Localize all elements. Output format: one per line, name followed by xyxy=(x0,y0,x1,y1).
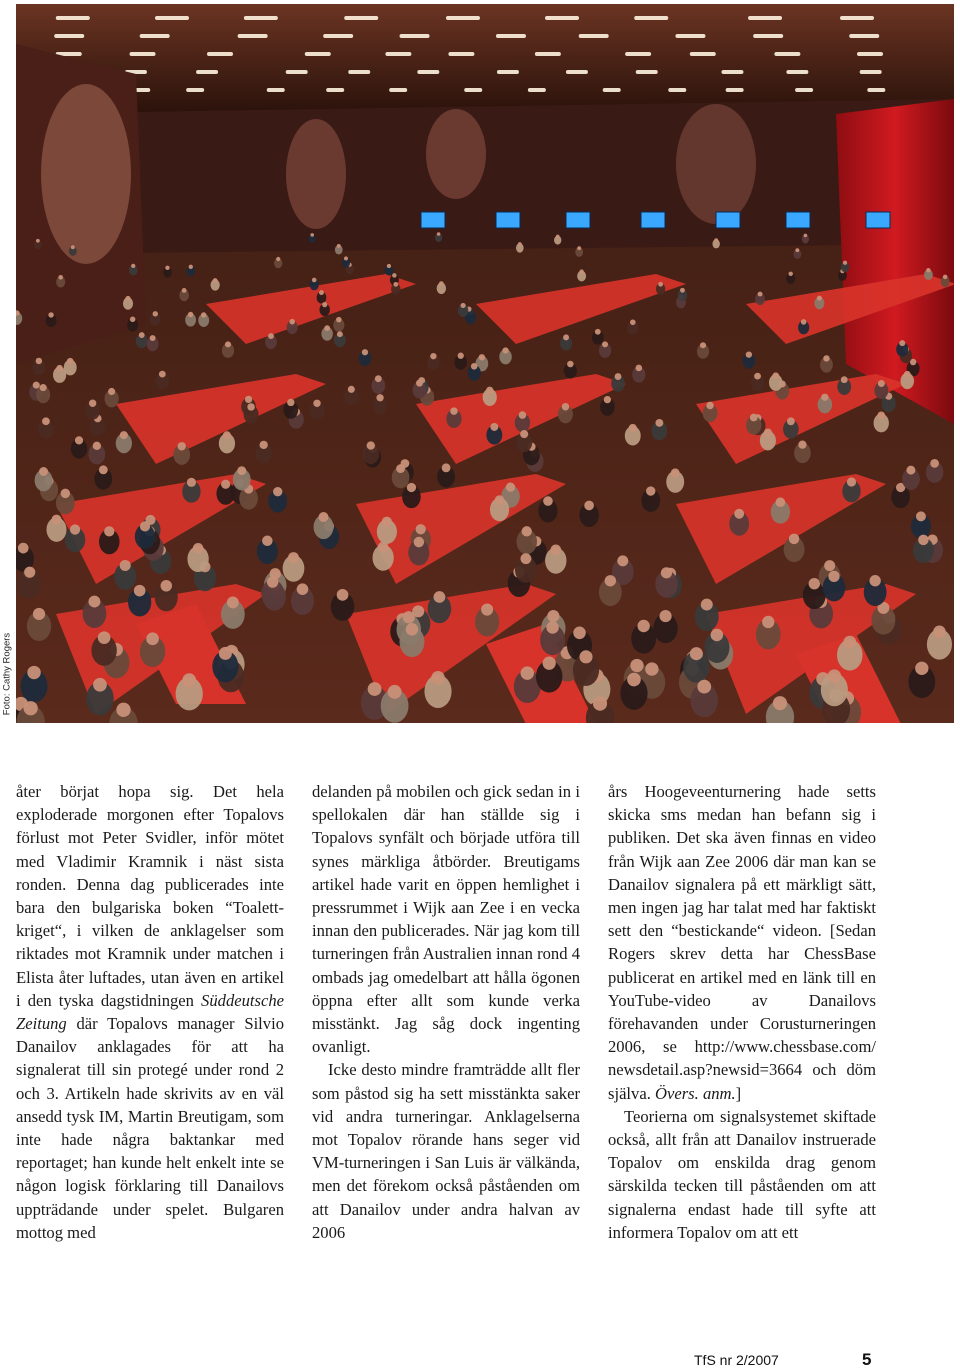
tournament-hall-photo xyxy=(16,4,954,723)
translator-note: Övers. anm. xyxy=(655,1083,736,1103)
paragraph: Icke desto mindre framträdde allt fler som påstod sig ha sett misstänkta saker vid andra turneringar. Anklagelserna mot Topalov rörande hans seger vid VM-turneringen i San Luis är välkända, men det förekom också påståenden om att Danailov under andra halvan av 2006 xyxy=(312,1060,580,1242)
text-run: ] xyxy=(735,1083,742,1103)
photo-illustration xyxy=(16,4,954,723)
paragraph: Teorierna om signalsystemet skiftade också, allt från att Danailov instruerade Topalov om enskilda drag genom särskilda tecken till påståenden om att signalerna endast hade till syfte att informera Topalov om att ett xyxy=(608,1106,876,1242)
paragraph xyxy=(608,780,876,1105)
paragraph: delanden på mobilen och gick sedan in i spellokalen där han ställde sig i Topalovs synfält och började utföra till synes märkliga åtbörder. Breutigams artikel hade varit en öppen hemlighet i pressrummet i Wijk aan Zee i en vecka innan den publicerades. När jag kom till turneringen från Australien innan rond 4 ombads jag omedelbart att hålla ögonen öppna efter allt som kunde verka misstänkt. Jag såg dock ingenting ovanligt. xyxy=(312,782,580,1057)
photo-credit xyxy=(0,624,14,724)
article-column-3 xyxy=(608,780,876,1244)
newspaper-name: Süddeutsche Zeitung xyxy=(16,990,284,1034)
back-wall xyxy=(16,99,954,254)
magazine-issue: TfS nr 2/2007 xyxy=(694,1352,779,1368)
ceiling xyxy=(16,4,954,114)
page-number: 5 xyxy=(862,1350,872,1369)
article-column-1 xyxy=(16,780,284,1244)
page-footer xyxy=(0,1348,960,1370)
text-run: års Hoogeveenturnering hade setts skicka sms medan han befann sig i publiken. Det ska även finnas en video från Wijk aan Zee 2006 där man kan se Danailov signalera på ett märkligt sätt, men ingen jag har talat med har faktiskt sett den “bestickande“ videon. [Sedan Rogers skrev detta har ChessBase publicerat en artikel med en länk till en YouTube-video av Danailovs förehavanden under Corusturneringen 2006, se http://www.chessbase.com/ newsdetail.asp?newsid=3664 och döm själva. xyxy=(608,782,876,1103)
paragraph xyxy=(16,780,284,1244)
photo-credit-text: Foto: Cathy Rogers xyxy=(1,632,13,716)
text-run: åter börjat hopa sig. Det hela exploderade morgonen efter Topalovs förlust mot Peter Svidler, inför mötet med Vladimir Kramnik i näst sista ronden. Denna dag publicerades inte bara den bulgariska boken “Toalettkriget“, i vilken de anklagelser som riktades mot Kramnik under matchen i Elista åter luftades, utan även en artikel i den tyska dagstidningen xyxy=(16,782,284,1010)
text-run: där Topalovs manager Silvio Danailov anklagades för att ha signalerat till sin protegé under rond 2 och 3. Artikeln hade skrivits av en väl ansedd tysk IM, Martin Breutigam, som inte hade några baktankar med reportaget; han kunde helt enkelt inte se någon logisk förklaring till Danailovs uppträdande under spelet. Bulgaren mottog med xyxy=(16,1014,284,1242)
article-column-2 xyxy=(312,780,580,1244)
